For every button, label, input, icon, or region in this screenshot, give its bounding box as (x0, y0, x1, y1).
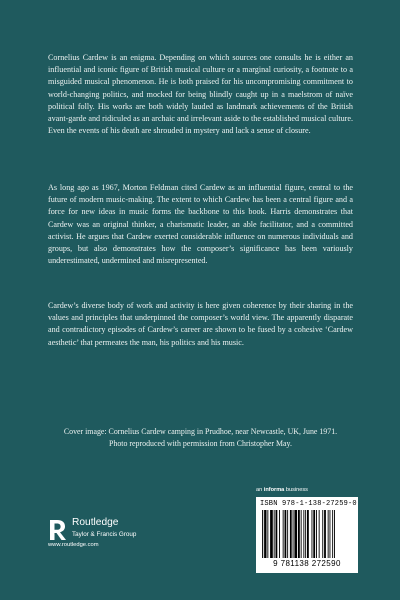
cover-credit-line-1: Cover image: Cornelius Cardew camping in Prudhoe, near Newcastle, UK, June 1971. (63, 427, 338, 436)
barcode-bar (265, 510, 267, 558)
blurb-paragraph-1: Cornelius Cardew is an enigma. Depending on which sources one consults he is either an influential and iconic figure of British musical culture or a marginal curiosity, a footnote to a misguided musical phenomenon. He is both praised for his uncompromising commitment to world-changing politics, and mocked for being blindly caught up in a maelstrom of naïve political folly. His works are both widely lauded as landmark achievements of the British avant-garde and ridiculed as an archaic and irrelevant aside to the established musical culture. Even the events of his death are shrouded in mystery and lack a sense of closure. (48, 53, 354, 136)
barcode-bar (274, 510, 275, 558)
barcode-bar (334, 510, 335, 558)
informa-business-tag (256, 487, 308, 493)
barcode-bar (267, 510, 268, 558)
barcode-bar (279, 510, 280, 558)
barcode-bar (294, 510, 297, 558)
isbn-barcode (256, 497, 358, 573)
barcode-bar (332, 510, 333, 558)
barcode-bar (322, 510, 323, 558)
barcode-bar (276, 510, 278, 558)
routledge-logo-icon (48, 519, 68, 541)
blurb-paragraph-3: Cardew’s diverse body of work and activity is here given coherence by their sharing in the values and principles that underpinned the composer’s world view. The apparently disparate and contradictory episodes of Cardew’s career are shown to be fused by a cohesive ‘Cardew aesthetic’ that permeates the man, his politics and his music. (48, 301, 353, 347)
barcode-bar (270, 510, 273, 558)
informa-brand: informa (263, 487, 285, 493)
barcode-bar (301, 510, 302, 558)
barcode-bar (319, 510, 320, 558)
barcode-bar (316, 510, 317, 558)
publisher-group: Taylor & Francis Group (72, 531, 137, 538)
publisher-name: Routledge (72, 517, 119, 528)
barcode-bar (262, 510, 263, 558)
barcode-bar (285, 510, 287, 558)
barcode-bar (287, 510, 288, 558)
barcode-number: 9 781138 272590 (273, 559, 341, 568)
publisher-url: www.routledge.com (48, 542, 99, 548)
cover-image-credit (48, 426, 353, 450)
barcode-bar (312, 510, 313, 558)
barcode-bar (264, 510, 265, 558)
barcode-bar (328, 510, 329, 558)
blurb-paragraph-2: As long ago as 1967, Morton Feldman cited Cardew as an influential figure, central to the future of modern music-making. The extent to which Cardew has been a central figure and a force for new ideas in music forms the backbone to this book. Harris demonstrates that Cardew was an original thinker, a charismatic leader, an able facilitator, and a committed activist. He argues that Cardew exerted considerable influence on numerous individuals and groups, but also demonstrates how the composer’s significance has been variously underestimated, undermined and misrepresented. (48, 183, 353, 266)
barcode-bar (298, 510, 300, 558)
barcode-bars (262, 510, 352, 558)
isbn-label: ISBN 978-1-138-27259-0 (260, 500, 357, 508)
barcode-bar (307, 510, 309, 558)
barcode-bar (313, 510, 315, 558)
barcode-bar (293, 510, 294, 558)
barcode-bar (283, 510, 284, 558)
barcode-bar (303, 510, 304, 558)
cover-credit-line-2: Photo reproduced with permission from Christopher May. (109, 438, 292, 448)
barcode-bar (324, 510, 326, 558)
barcode-bar (305, 510, 306, 558)
informa-suffix: business (284, 487, 308, 493)
barcode-bar (290, 510, 292, 558)
informa-prefix: an (256, 487, 264, 493)
barcode-bar (330, 510, 331, 558)
